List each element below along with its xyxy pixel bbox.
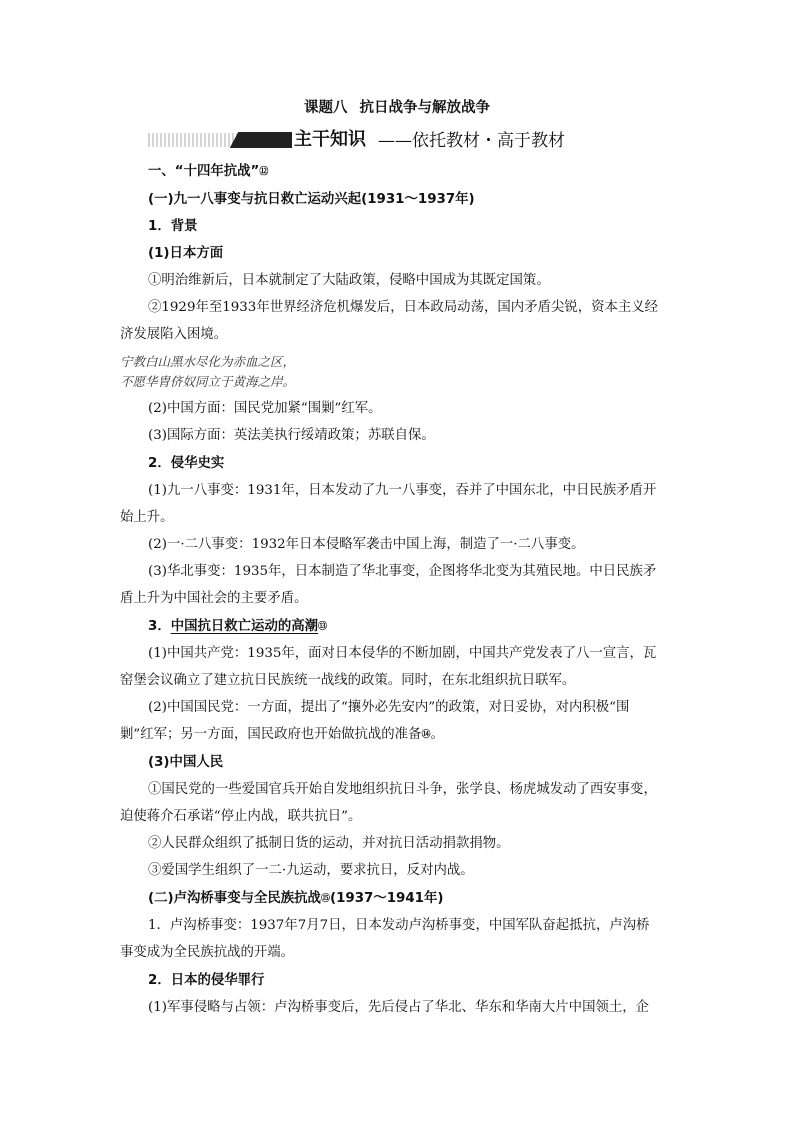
lesson-topic: 抗日战争与解放战争 [359, 100, 490, 116]
lesson-number: 课题八 [304, 100, 348, 116]
paragraph-line: 事变成为全民族抗战的开端。 [120, 945, 295, 960]
heading-section-1 [148, 162, 268, 182]
heading-chinese-people: (3)中国人民 [148, 755, 224, 770]
section-banner [148, 128, 648, 154]
heading-background: 1．背景 [148, 219, 198, 234]
paragraph-text: 剿”红军；另一方面，国民政府也开始做抗战的准备 [120, 727, 422, 742]
banner-bar-decoration [248, 132, 292, 148]
footnote-marker: ⑬ [318, 622, 328, 632]
paragraph-line [120, 725, 444, 745]
heading-subsection-2 [148, 889, 444, 909]
footnote-marker: ⑭ [421, 730, 431, 740]
paragraph-line: ③爱国学生组织了一二·九运动，要求抗日，反对内战。 [148, 863, 474, 878]
paragraph-line: (1)九一八事变：1931年，日本发动了九一八事变，吞并了中国东北，中日民族矛盾开 [148, 483, 657, 498]
heading-japan-crimes: 2．日本的侵华罪行 [148, 973, 265, 988]
heading-japan-side: (1)日本方面 [148, 246, 224, 261]
lesson-title [0, 96, 794, 117]
banner-stripe-decoration [148, 133, 238, 147]
handwritten-quote-line-2: 不愿华胄侪奴同立于黄海之岸。 [120, 374, 296, 389]
heading-text: 一、“十四年抗战” [148, 164, 260, 179]
paragraph-line: ①国民党的一些爱国官兵开始自发地组织抗日斗争，张学良、杨虎城发动了西安事变， [148, 782, 657, 797]
paragraph-line: 迫使蒋介石承诺“停止内战，联共抗日”。 [120, 809, 362, 824]
paragraph-text: 。 [430, 727, 444, 742]
heading-number: 3． [148, 619, 171, 634]
paragraph-line: ②1929年至1933年世界经济危机爆发后，日本政局动荡，国内矛盾尖锐，资本主义经 [148, 300, 659, 315]
heading-resistance-climax [148, 617, 327, 637]
paragraph-line: 1．卢沟桥事变：1937年7月7日，日本发动卢沟桥事变，中国军队奋起抵抗，卢沟桥 [148, 918, 650, 933]
paragraph-line: (2)中国方面：国民党加紧“围剿”红军。 [148, 401, 382, 416]
paragraph-line: (2)中国国民党：一方面，提出了“攘外必先安内”的政策，对日妥协，对内积极“围 [148, 700, 630, 715]
banner-subtitle: ——依托教材・高于教材 [378, 131, 565, 151]
heading-aggression-facts: 2．侵华史实 [148, 456, 225, 471]
footnote-marker: ⑮ [320, 894, 330, 904]
heading-subsection-1: (一)九一八事变与抗日救亡运动兴起(1931～1937年) [148, 192, 475, 207]
paragraph-line: ①明治维新后，日本就制定了大陆政策，侵略中国成为其既定国策。 [148, 273, 550, 288]
paragraph-line: (1)中国共产党：1935年，面对日本侵华的不断加剧，中国共产党发表了八一宣言，瓦 [148, 646, 657, 661]
banner-heading: 主干知识 [294, 129, 366, 150]
paragraph-line: 济发展陷入困境。 [120, 327, 228, 342]
footnote-marker: ⑫ [259, 167, 269, 177]
paragraph-line: (2)一·二八事变：1932年日本侵略军袭击中国上海，制造了一·二八事变。 [148, 537, 585, 552]
paragraph-line: (3)华北事变：1935年，日本制造了华北事变，企图将华北变为其殖民地。中日民族矛 [148, 564, 657, 579]
paragraph-line: ②人民群众组织了抵制日货的运动，并对抗日活动捐款捐物。 [148, 836, 510, 851]
paragraph-line: 始上升。 [120, 510, 174, 525]
paragraph-line: 盾上升为中国社会的主要矛盾。 [120, 591, 308, 606]
paragraph-line: (3)国际方面：英法美执行绥靖政策；苏联自保。 [148, 428, 435, 443]
heading-text: (二)卢沟桥事变与全民族抗战 [148, 891, 321, 906]
paragraph-line: (1)军事侵略与占领：卢沟桥事变后，先后侵占了华北、华东和华南大片中国领土，企 [148, 1000, 650, 1015]
heading-text: (1937～1941年) [329, 891, 444, 906]
paragraph-line: 窑堡会议确立了建立抗日民族统一战线的政策。同时，在东北组织抗日联军。 [120, 673, 576, 688]
heading-text: 中国抗日救亡运动的高潮 [170, 619, 319, 634]
handwritten-quote-line-1: 宁教白山黑水尽化为赤血之区， [120, 354, 296, 369]
